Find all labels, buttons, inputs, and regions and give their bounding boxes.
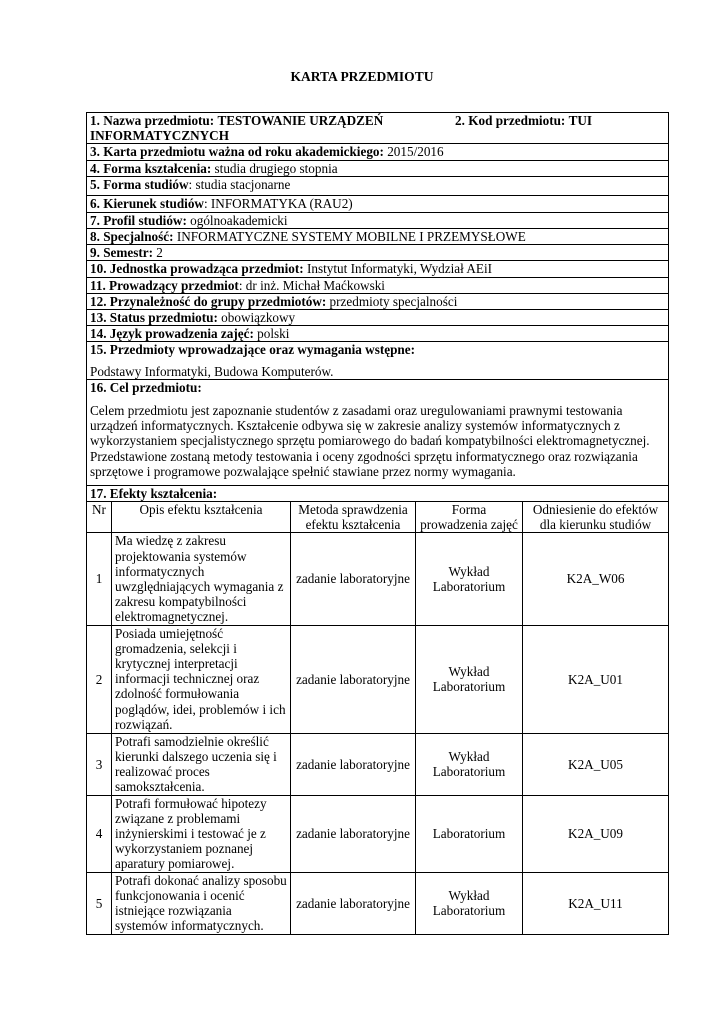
program-reference: K2A_U05 xyxy=(523,733,669,795)
field-row-17 xyxy=(87,485,669,501)
field-value: 2 xyxy=(156,245,163,261)
column-header: Nr xyxy=(87,502,112,533)
field-value: studia drugiego stopnia xyxy=(214,160,338,176)
table-row xyxy=(87,733,669,795)
effect-description: Potrafi dokonać analizy sposobu funkcjonowania i ocenić istniejące rozwiązania systemów informatycznych. xyxy=(112,872,291,934)
field-row-10 xyxy=(87,261,669,277)
field-row-7 xyxy=(87,212,669,228)
field-value: przedmioty specjalności xyxy=(329,293,458,309)
field-value: TUI xyxy=(568,113,593,128)
row-number: 3 xyxy=(87,733,112,795)
field-label: 13. Status przedmiotu: xyxy=(90,310,218,326)
field-label: 2. Kod przedmiotu: xyxy=(455,113,566,128)
field-label: 1. Nazwa przedmiotu: xyxy=(90,113,215,128)
field-row-16 xyxy=(87,379,669,485)
field-row-5 xyxy=(87,176,669,195)
row-number: 1 xyxy=(87,533,112,625)
effect-description: Potrafi samodzielnie określić kierunki dalszego uczenia się i realizować proces samokształcenia. xyxy=(112,733,291,795)
field-label: 11. Prowadzący przedmiot xyxy=(90,277,239,293)
class-form: Wykład Laboratorium xyxy=(416,872,523,934)
field-row-9 xyxy=(87,245,669,261)
field-row-13 xyxy=(87,310,669,326)
program-reference: K2A_W06 xyxy=(523,533,669,625)
course-card-table xyxy=(86,112,669,935)
field-label: 12. Przynależność do grupy przedmiotów: xyxy=(90,293,327,309)
row-number: 2 xyxy=(87,625,112,733)
field-label: 10. Jednostka prowadząca przedmiot: xyxy=(90,261,304,277)
field-row-11 xyxy=(87,277,669,293)
field-label: 8. Specjalność: xyxy=(90,229,174,245)
effect-description: Potrafi formułować hipotezy związane z problemami inżynierskimi i testować je z wykorzystaniem poznanej aparatury pomiarowej. xyxy=(112,795,291,872)
field-value: TESTOWANIE URZĄDZEŃ INFORMATYCZNYCH xyxy=(90,113,384,144)
field-label: 9. Semestr: xyxy=(90,245,153,261)
column-header: Odniesienie do efektów dla kierunku studiów xyxy=(523,502,669,533)
course-code-field xyxy=(455,113,665,128)
field-value: : dr inż. Michał Maćkowski xyxy=(238,277,385,293)
field-value: Podstawy Informatyki, Budowa Komputerów. xyxy=(90,363,334,379)
field-row-12 xyxy=(87,293,669,309)
table-row xyxy=(87,625,669,733)
field-row-15 xyxy=(87,342,669,379)
column-header: Forma prowadzenia zajęć xyxy=(416,502,523,533)
verification-method: zadanie laboratoryjne xyxy=(291,733,416,795)
page-title: KARTA PRZEDMIOTU xyxy=(290,69,434,84)
row-number: 5 xyxy=(87,872,112,934)
class-form: Wykład Laboratorium xyxy=(416,625,523,733)
field-value: INFORMATYCZNE SYSTEMY MOBILNE I PRZEMYSŁOWE xyxy=(176,229,526,245)
field-row-4 xyxy=(87,160,669,176)
field-label: 7. Profil studiów: xyxy=(90,212,187,228)
field-label: 6. Kierunek studiów xyxy=(90,195,204,211)
effects-header-row xyxy=(87,502,669,533)
program-reference: K2A_U11 xyxy=(523,872,669,934)
field-label: 3. Karta przedmiotu ważna od roku akademickiego: xyxy=(90,144,384,160)
class-form: Wykład Laboratorium xyxy=(416,733,523,795)
column-header: Metoda sprawdzenia efektu kształcenia xyxy=(291,502,416,533)
field-label: 14. Język prowadzenia zajęć: xyxy=(90,326,254,342)
field-value: 2015/2016 xyxy=(387,144,444,160)
field-row-14 xyxy=(87,326,669,342)
program-reference: K2A_U01 xyxy=(523,625,669,733)
field-row-6 xyxy=(87,195,669,212)
field-row-8 xyxy=(87,229,669,245)
field-value: : INFORMATYKA (RAU2) xyxy=(203,195,353,211)
effect-description: Posiada umiejętność gromadzenia, selekcji i krytycznej interpretacji informacji technicznej oraz zdolność formułowania poglądów, idei, problemów i ich rozwiązań. xyxy=(112,625,291,733)
column-header: Opis efektu kształcenia xyxy=(112,502,291,533)
field-row-1 xyxy=(87,113,669,144)
table-row xyxy=(87,795,669,872)
verification-method: zadanie laboratoryjne xyxy=(291,533,416,625)
class-form: Wykład Laboratorium xyxy=(416,533,523,625)
field-label: 17. Efekty kształcenia: xyxy=(90,485,218,501)
verification-method: zadanie laboratoryjne xyxy=(291,872,416,934)
field-label: 5. Forma studiów xyxy=(90,176,189,192)
class-form: Laboratorium xyxy=(416,795,523,872)
field-value: polski xyxy=(257,326,290,342)
row-number: 4 xyxy=(87,795,112,872)
verification-method: zadanie laboratoryjne xyxy=(291,625,416,733)
field-value: ogólnoakademicki xyxy=(190,212,288,228)
field-label: 16. Cel przedmiotu: xyxy=(90,379,202,395)
field-label: 15. Przedmioty wprowadzające oraz wymagania wstępne: xyxy=(90,342,415,358)
program-reference: K2A_U09 xyxy=(523,795,669,872)
course-name-field xyxy=(90,113,383,143)
field-value: Celem przedmiotu jest zapoznanie studentów z zasadami oraz uregulowaniami prawnymi testowania urządzeń informatycznych. Kształcenie odbywa się w zakresie analizy systemów informatycznych z wykorzystaniem specjalistycznego sprzętu pomiarowego do badań kompatybilności elektromagnetycznej. Przedstawione zostaną metody testowania i oceny zgodności sprzętu informatycznego oraz rozwiązania sprzętowe i programowe pozwalające spełnić stawiane przez normy wymagania. xyxy=(90,403,650,479)
table-row xyxy=(87,533,669,625)
field-row-3 xyxy=(87,144,669,160)
table-row xyxy=(87,872,669,934)
verification-method: zadanie laboratoryjne xyxy=(291,795,416,872)
effect-description: Ma wiedzę z zakresu projektowania systemów informatycznych uwzględniających wymagania z zakresu kompatybilności elektromagnetycznej. xyxy=(112,533,291,625)
field-label: 4. Forma kształcenia: xyxy=(90,160,212,176)
field-value: Instytut Informatyki, Wydział AEiI xyxy=(306,261,493,277)
field-value: : studia stacjonarne xyxy=(188,176,291,192)
field-value: obowiązkowy xyxy=(221,310,296,326)
